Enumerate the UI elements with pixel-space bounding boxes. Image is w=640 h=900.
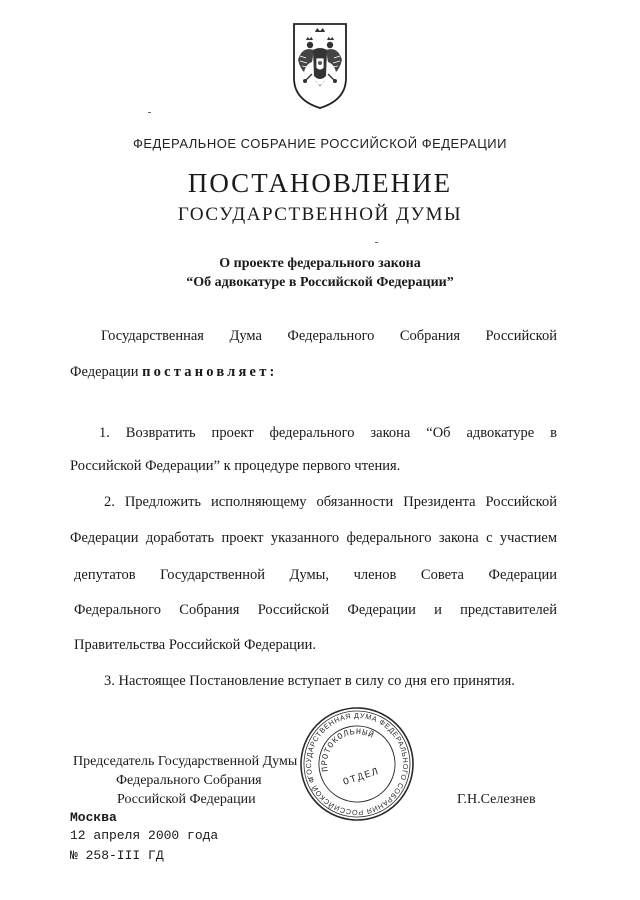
scan-speck xyxy=(375,242,378,243)
paragraph-2-line-2: Федерации доработать проект указанного федерального закона с участием xyxy=(70,530,557,546)
stamp-seal-icon xyxy=(299,706,415,822)
signatory-title-line-1: Председатель Государственной Думы xyxy=(73,754,298,769)
intro-line-2-start: Федерации xyxy=(70,364,139,380)
signatory-title-line-2: Федерального Собрания xyxy=(116,773,262,788)
paragraph-1-line-1: 1. Возвратить проект федерального закона “Об адвокатуре в xyxy=(99,425,557,441)
stamp-inner-text: ПРОТОКОЛЬНЫЙ xyxy=(319,726,376,773)
resolves-word: постановляет: xyxy=(142,364,278,380)
official-stamp xyxy=(299,706,415,822)
date: 12 апреля 2000 года xyxy=(70,828,219,843)
paragraph-2-line-5: Правительства Российской Федерации. xyxy=(74,637,317,653)
assembly-title: ФЕДЕРАЛЬНОЕ СОБРАНИЕ РОССИЙСКОЙ ФЕДЕРАЦИИ xyxy=(132,136,507,151)
document-type-title: ПОСТАНОВЛЕНИЕ xyxy=(187,168,453,198)
duma-title: ГОСУДАРСТВЕННОЙ ДУМЫ xyxy=(177,204,463,225)
svg-text:ГОСУДАРСТВЕННАЯ ДУМА ФЕДЕРАЛЬН xyxy=(299,706,415,822)
signatory-title-line-3: Российской Федерации xyxy=(117,792,256,807)
intro-line-2 xyxy=(70,364,278,381)
paragraph-2-line-3: депутатов Государственной Думы, членов Совета Федерации xyxy=(74,567,557,583)
coat-of-arms-emblem xyxy=(290,20,350,110)
document-number: № 258-III ГД xyxy=(70,848,164,863)
subject-line-2: “Об адвокатуре в Российской Федерации” xyxy=(186,275,454,290)
double-headed-eagle-icon xyxy=(290,20,350,110)
scan-speck xyxy=(148,112,151,113)
paragraph-2-line-4: Федерального Собрания Российской Федерации и представителей xyxy=(74,602,557,618)
paragraph-3: 3. Настоящее Постановление вступает в силу со дня его принятия. xyxy=(104,673,515,689)
city: Москва xyxy=(70,810,117,825)
signatory-name: Г.Н.Селезнев xyxy=(457,792,536,807)
paragraph-2-line-1: 2. Предложить исполняющему обязанности Президента Российской xyxy=(104,494,557,510)
stamp-center-text: ОТДЕЛ xyxy=(341,766,382,789)
paragraph-1-line-2: Российской Федерации” к процедуре первого чтения. xyxy=(70,458,401,474)
intro-line-1: Государственная Дума Федерального Собрания Российской xyxy=(101,328,557,344)
stamp-outer-text: ГОСУДАРСТВЕННАЯ ДУМА ФЕДЕРАЛЬНОГО СОБРАНИЯ РОССИЙСКОЙ ФЕДЕРАЦИИ xyxy=(303,710,411,818)
subject-line-1: О проекте федерального закона xyxy=(219,256,421,271)
